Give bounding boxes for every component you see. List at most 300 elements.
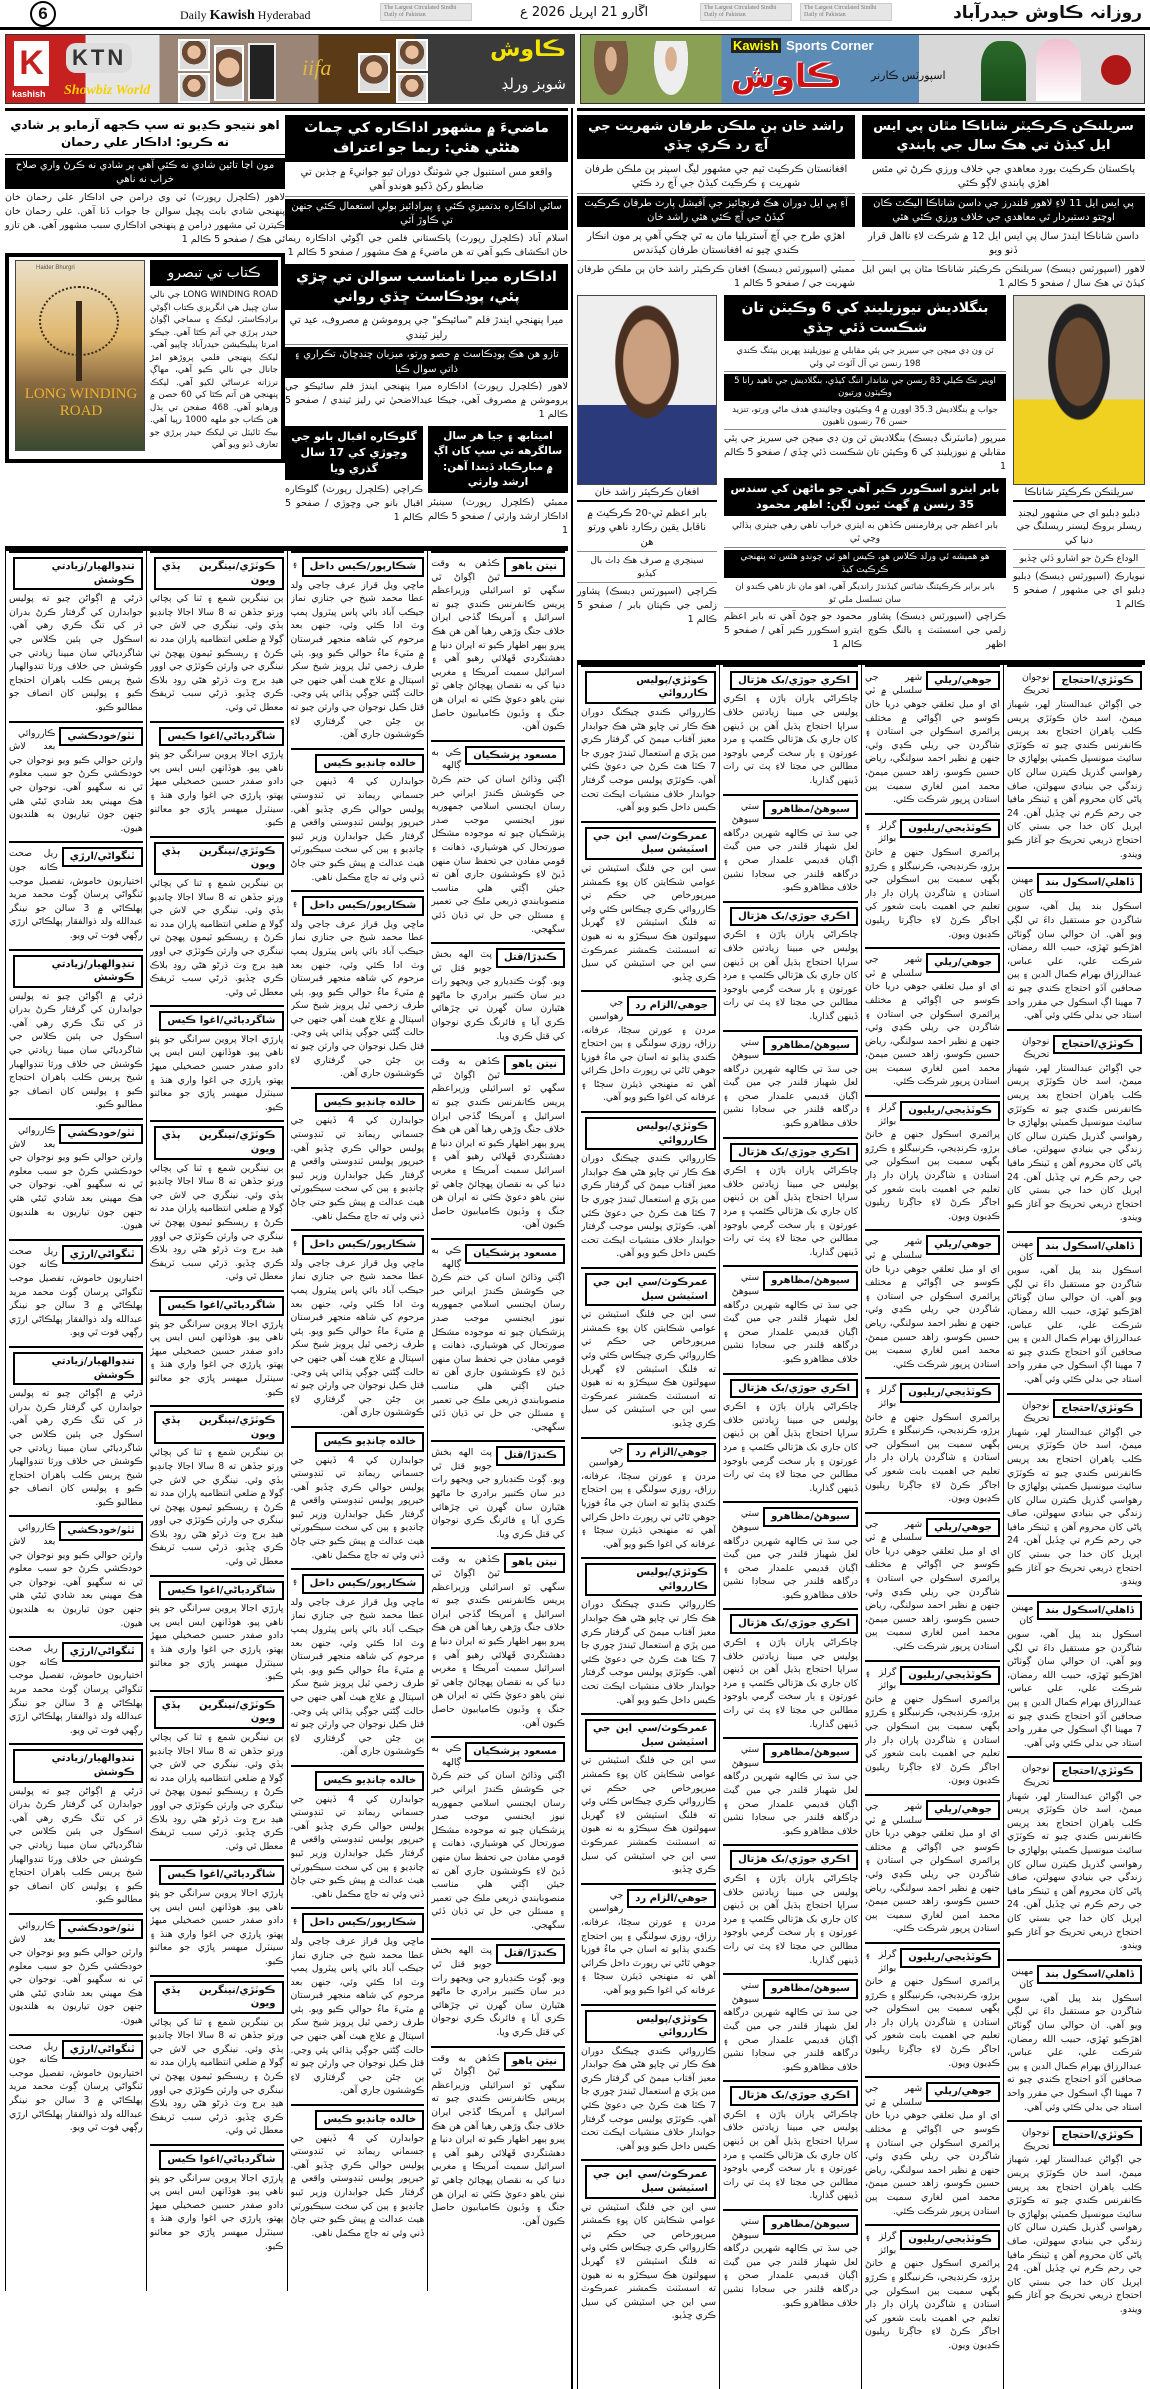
dateline-heading: شڪارپور/ڪيس داخل — [302, 1574, 425, 1594]
news-item — [9, 1913, 143, 2028]
photo-caption: افغان ڪرڪيٽر راشد خان — [577, 485, 717, 502]
news-item — [865, 1660, 1000, 1788]
news-body: ريل صحت ڪانه جون اختياريون خاموش، تفصيل موجب ٽنگواڻي پرسان ڳوٺ محمد مريد ٻهلڪاڻي ۾ 3 سالن جو نينگر عبدالله ولد ذوالفقار ٻهلڪاڻي ارڙي رڳهي فوت ٿي ويو. — [9, 1245, 143, 1339]
news-item — [291, 1765, 425, 1901]
story-body: نيويارڪ (اسپورٽس ڊيسڪ) ڊبليو ڊبليو اي جي مشهور / صفحو 5 ڪالم 1 — [1013, 571, 1145, 611]
subheadline: تازو هن هڪ پوڊڪاسٽ ۾ حصو ورتو، ميزبان ڇنڊڇاڻ، تڪراري ۽ ذاتي سوال ڪيا — [285, 347, 568, 378]
news-body: ٻن نينگرين شمع ۽ ثنا کي ٻچائي ورتو جڏهن ته 8 سالا اجالا چانڊيو ٻڏي وئي. نينگري جي لاش جي ڳولا ۾ ضلعي انتظاميه پاران مدد نه ڪرڻ ۽ ريسڪيو ٽيمون پهچڻ تي نينگري جي وارثن ڪوٽڙي جي اوور هيڊ برج وٽ ڌرڻو هڻي روڊ بلاڪ ڪري ڇڏيو. ڌرڻي سبب ٽريفڪ معطل ٿي وئي. — [149, 593, 284, 713]
showbiz-banner — [5, 34, 575, 104]
news-item — [150, 1120, 284, 1284]
daily-label: Daily — [180, 8, 207, 22]
news-body: ستي سيوهڻ جي سڌ تي ڪالهه شهرين درگاهه لعل شهباز قلندر جي مين گيٽ اڳيان قديمي علمدار صحن ۽ درگاهه قلندر جي سجاڊا نشين خلاف مظاهرو ڪيو. — [723, 2216, 858, 2309]
news-item — [9, 2034, 143, 2135]
news-item — [581, 1437, 716, 1552]
news-item — [9, 1118, 143, 1233]
subheadline: ٽن ون ڊي ميچن جي سيريز جي ٻئي مقابلي ۾ نيوزيلينڊ پهرين بيٽنگ ڪندي 198 رنسن تي آل آئوٽ ٿي وئي — [724, 344, 1006, 372]
news-body: گرلز ۽ بوائز پرائمري اسڪول جنهن ۾ خانڻ ٻرڙو، ڪرنڊيجي، ڪرنبيگلو ۽ ڪرڙو ٻگهي سميت ٻين اسڪولن جي استادن ۽ شاگردن پاران ڊار ڊار تعليم جي اهميت بابت شعور کي اجاگر ڪرڻ لاءِ جاڳرتا ريليون ڪڍيون ويون. — [865, 1384, 1000, 1505]
news-column — [427, 551, 568, 2291]
dateline-heading: جوهي/ريلي — [926, 953, 1000, 973]
news-item — [431, 740, 565, 936]
news-body: ڌرڻي ۾ اڳواڻن چيو ته پوليس جوابدارن کي گرفتار ڪرڻ بدران ڌر کي تنگ ڪري رهي آهي. اسڪول جي ٻئين ڪلاس جي شاگردياڻي سان مبينا زيادتي جي ڪوشش جي خلاف ورثا تنڊوالهيار شيخ پريس ڪلب ٻاهران احتجاج ڪيو ۽ پوليس کان انصاف جو مطالبو ڪيو. — [9, 1388, 143, 1508]
news-columns-right — [577, 660, 1145, 2389]
news-body: ڌرڻي ۾ اڳواڻن چيو ته پوليس جوابدارن کي گرفتار ڪرڻ بدران ڌر کي تنگ ڪري رهي آهي. اسڪول جي ٻئين ڪلاس جي شاگردياڻي سان مبينا زيادتي جي ڪوشش جي خلاف ورثا تنڊوالهيار شيخ پريس ڪلب ٻاهران احتجاج ڪيو ۽ پوليس کان انصاف جو مطالبو ڪيو. — [9, 1785, 143, 1906]
dateline-heading: ڪوٽڙي/نينگرين ٻڏي ويون — [154, 1126, 284, 1159]
dateline-heading: اڪري جوڙي/بک هڙتال — [730, 907, 858, 927]
issue-date: اڱارو 21 اپريل 2026 ع — [520, 5, 649, 20]
city-label: Hyderabad — [257, 8, 311, 22]
dateline-heading: نيتن ياهو — [504, 1055, 565, 1075]
dateline-heading: ڪوٽڙي/پوليس ڪارروائي — [585, 2010, 716, 2043]
showbiz-left-column — [5, 115, 285, 542]
news-item — [291, 1229, 425, 1420]
dateline-heading: ٽنگواڻي/ارڙي — [62, 2040, 143, 2060]
news-item — [581, 821, 716, 985]
news-body: سي اين جي فلنگ اسٽيشن تي عوامي شڪايتن کان پوءِ ڪمشنر ميرپورخاص جي حڪم تي ڪارروائي ڪري چيڪاس ڪئي وئي ته فلنگ اسٽيشن لاءِ گهربل سهولتون هڪ سيڪڙو به نه هيون ته اسسٽنٽ ڪمشنر عمرڪوٽ سي اين جي اسٽيشن کي سيل ڪري ڇڏيو. — [581, 2201, 716, 2322]
showbiz-section — [5, 108, 573, 2389]
news-item — [150, 1405, 284, 1569]
news-item — [150, 1005, 284, 1114]
news-item — [1007, 1393, 1142, 1589]
kawish-showbiz-logo: ڪاوش — [490, 37, 566, 62]
news-item — [431, 2046, 565, 2229]
dateline-heading: ڪوٽڙي/نينگرين ٻڏي ويون — [154, 557, 284, 590]
celebrity-photo — [396, 73, 428, 103]
news-item — [723, 1844, 858, 1967]
dateline-heading: اڪري جوڙي/بک هڙتال — [730, 2086, 858, 2106]
dateline-heading: ڪوٽڏيجي/ريليون — [900, 2230, 1000, 2250]
news-item — [865, 1229, 1000, 1371]
book-review-title: ڪتاب تي تبصرو — [150, 260, 278, 286]
news-body: چاڪراڻي پاران ٻاڙن ۽ اڪري پوليس جي مبينا زيادتين خلاف سراپا احتجاج ٻڌيل آهن ٻن ڏينهن کان جاري بک هڙتالي ڪئمپ ۽ مرد عورتون ۽ ٻار سخت گرمي باوجود مطالبن جي مڃتا لاءِ پٽ تي رات ڏينهن گذاريا. — [723, 1401, 858, 1494]
news-item — [150, 836, 284, 1000]
news-body: ستي سيوهڻ جي سڌ تي ڪالهه شهرين درگاهه لعل شهباز قلندر جي مين گيٽ اڳيان قديمي علمدار صحن ۽ درگاهه قلندر جي سجاڊا نشين خلاف مظاهرو ڪيو. — [723, 1744, 858, 1837]
kashish-logo: kashish — [12, 89, 46, 99]
news-body: ستي سيوهڻ جي سڌ تي ڪالهه شهرين درگاهه لعل شهباز قلندر جي مين گيٽ اڳيان قديمي علمدار صحن ۽ درگاهه قلندر جي سجاڊا نشين خلاف مظاهرو ڪيو. — [723, 1036, 858, 1130]
dateline-heading: ڪوٽڏيجي/ريليون — [900, 1101, 1000, 1121]
news-item — [150, 721, 284, 830]
story-body: ممبئي (اسپورٽس ڊيسڪ) افغان ڪرڪيٽر راشد خان ٻن ملڪن طرفان شهريت جي / صفحو 5 ڪالم 1 — [577, 263, 855, 289]
news-item — [581, 2159, 716, 2323]
dateline-heading: خالده چانڊيو ڪيس — [315, 1771, 424, 1791]
watermark: The Largest Circulated Sindhi Daily of Pakistan — [700, 3, 792, 21]
athlete-photo — [591, 41, 631, 101]
dateline-heading: عمرڪوٽ/سي اين جي اسٽيشن سيل — [585, 1273, 716, 1306]
film-clapper-icon — [248, 43, 276, 101]
subheadline: اهڙي طرح جي آڇ آسٽريليا مان به ٿي چڪي آهي پر مون انڪار ڪندي چيو ته افغانستان طرفان کيڏندس — [577, 229, 855, 261]
dateline-heading: ٺٽو/خودڪشي — [59, 727, 142, 747]
dateline-heading: ڪوٽڙي/احتجاج — [1053, 1399, 1142, 1419]
news-item — [9, 1636, 143, 1737]
story-body-columns — [724, 610, 1006, 656]
news-body: ستي سيوهڻ جي سڌ تي ڪالهه شهرين درگاهه لعل شهباز قلندر جي مين گيٽ اڳيان قديمي علمدار صحن ۽ درگاهه قلندر جي سجاڊا نشين خلاف مظاهرو ڪيو. — [723, 800, 858, 894]
news-body: جوابدارن کي 4 ڏينهن جي جسماني ريمانڊ تي ٽنڊوستي پوليس حوالي ڪري ڇڏيو آهي. خيرپور پوليس ٽنڊوستي واقعي ۾ گرفتار ڪيل جوابدارن وزير ٿيبو چانڊيو ۽ ٻين کي سخت سيڪيورٽي هيٺ عدالت ۾ پيش ڪيو جتي ڄاڻ ڏني وئي ته جاچ مڪمل ناهي. — [290, 776, 425, 883]
news-body: ڀارڙي اجالا پروين سرانگي جو پتو ناهي پيو. هوڏانهن ايس ايس پي دادو صفدر حسين خصخيلي ميهڙ پهتو، ڀارڙي جي اغوا واري هنڌ ۽ سينٽرل ميهسر ڀاڙي جو معائنو ڪيو. — [149, 1033, 284, 1113]
subheadline: افغانستان ڪرڪيٽ ٽيم جي مشهور ليگ اسپنر ٻن ملڪن طرفان شهريت ۽ ڪرڪيٽ کيڏڻ جي آڇ رد ڪئي — [577, 162, 855, 194]
dateline-heading: اڪري جوڙي/بک هڙتال — [730, 1614, 858, 1634]
news-column — [719, 665, 861, 2389]
sports-top-stories — [577, 108, 1145, 656]
sports-lead-row — [577, 115, 1145, 295]
dateline-heading: جوهي/ريلي — [926, 671, 1000, 691]
dateline-heading: ڪوٽڙي/احتجاج — [1053, 2126, 1142, 2146]
news-body: نوجوان تحريڪ جي اڳواڻن عبدالستار لهر، شهباز ميمڻ، اسد خان ڪوٽڙي پريس ڪلب ٻاهران احتجاج بعد پريس ڪانفرنس ڪندي چيو ته ڪوٽڙي سائيٽ ميونسپل ڪميٽي ٻولهاڙي جا رهواسي گذريل ڪيترن سالن کان زندگي جي بنيادي سهولتن، صاف پاڻي کان محروم آهن ۽ ٽينڪر مافيا جي رحم ڪرم تي ڇڏيل آهن. 24 اپريل کان خدا جي بستي کان احتجاج ذريعي تحريڪ جو آغاز ڪيو ويندو. — [1007, 1399, 1142, 1588]
headline: بابر ايترو اسڪورر ڪير آهي جو ماڻهن کي سندس 35 رنسن ۾ گهٽ ٿيون لڳن: اظهر محمود — [724, 478, 1006, 516]
page-body — [0, 108, 1150, 2389]
news-body: پٽ الهه بخش جويو قتل ٿي ويو. ڳوٺ ڪنڊيارو جي ويجهو رات دير سان ڪتبير برادري جا ماڻهو هٿيارن سان گهرن تي چڙهائي ڪري آيا ۽ فائرنگ ڪري نوجوان کي قتل ڪري ويا. — [431, 1945, 565, 2039]
shanaka-story — [862, 115, 1145, 295]
rashid-story — [577, 115, 855, 295]
news-item — [291, 1568, 425, 1759]
dateline-heading: سيوهڻ/مظاهرو — [763, 1036, 858, 1056]
news-body: سي اين جي فلنگ اسٽيشن تي عوامي شڪايتن کان پوءِ ڪمشنر ميرپورخاص جي حڪم تي ڪارروائي ڪري چيڪاس ڪئي وئي ته فلنگ اسٽيشن لاءِ گهربل سهولتون هڪ سيڪڙو به نه هيون ته اسسٽنٽ ڪمشنر عمرڪوٽ سي اين جي اسٽيشن کي سيل ڪري ڇڏيو. — [581, 1755, 716, 1876]
news-column — [861, 665, 1003, 2389]
news-column — [287, 551, 428, 2291]
news-body: شهر جي سلسلي ۾ ٽي اي او ميل تعلقي جوهي دريا خان ڪوسو جي اڳواڻي ۾ مختلف پرائمري اسڪولن جي استادن ۽ شاگردن جي ريلي ڪڍي وئي، جنهن ۾ نظير احمد سولنگي، رياض حسين ڪوسو، زاهد حسين ميمڻ، محمد امين لغاري سميت ٻين استادن ڀرپور شرڪت ڪئي. — [865, 954, 1000, 1088]
story-body: ڪراچي (ڪلچرل رپورٽ) گلوڪاره اقبال بانو جي وڇوڙي / صفحو 5 ڪالم 1 — [285, 484, 423, 523]
news-item — [291, 1907, 425, 2098]
news-body: ڪارروائي بعد لاش وارثن حوالي ڪيو ويو نوجوان جي خودڪشي ڪرڻ جو سبب معلوم ٿي نه سگهيو آهي. نوجوان جي هڪ مهيني بعد شادي ٿيڻي هئي جنهن جون تياريون به هلنديون هيون. — [9, 727, 143, 834]
news-body: جوابدارن کي 4 ڏينهن جي جسماني ريمانڊ تي ٽنڊوستي پوليس حوالي ڪري ڇڏيو آهي. خيرپور پوليس ٽنڊوستي واقعي ۾ گرفتار ڪيل جوابدارن وزير ٿيبو چانڊيو ۽ ٻين کي سخت سيڪيورٽي هيٺ عدالت ۾ پيش ڪيو جتي ڄاڻ ڏني وئي ته جاچ مڪمل ناهي. — [290, 2132, 425, 2239]
showbiz-world-urdu: شوبز ورلڊ — [501, 75, 566, 93]
dateline-heading: ڪوٽڙي/نينگرين ٻڏي ويون — [154, 1411, 284, 1444]
news-body: ۽ ماڇي ويل قراز عرف ڄاڃي ولد عطا محمد شيخ جي جنازي نماز جيڪب آباد بائي پاس پيٽرول پمپ وٽ ادا ڪئي وئي، جنهن بعد مرحوم کي شاهه منجهر قبرستان ۾ مٽيءَ ماءُ حوالي ڪيو ويو. ٻئي طرف زخمي ٿيل پرويز شيخ سکر اسپتال ۾ علاج هيٺ آهي جنهن جي حالت ڳڻتي جوڳي ٻڌائي پئي وڃي. قتل ڪيل نوجوان جي وارثن چيو ته ٻن ڄڻن جي گرفتاري لاءِ ڪوششون جاري آهن. — [290, 1236, 425, 1419]
subheadline: اوپنر نڪ ڪيلي 83 رنسن جي شاندار اننگ کيڏي، بنگلاديش جي ناهيد رانا 5 وڪيٽون ورتيون — [724, 374, 1006, 401]
dateline-heading: ٺٽو/خودڪشي — [59, 1124, 142, 1144]
dateline-heading: سيوهڻ/مظاهرو — [763, 2215, 858, 2235]
news-body: ستي سيوهڻ جي سڌ تي ڪالهه شهرين درگاهه لعل شهباز قلندر جي مين گيٽ اڳيان قديمي علمدار صحن ۽ درگاهه قلندر جي سجاڊا نشين خلاف مظاهرو ڪيو. — [723, 1508, 858, 1601]
watermark: The Largest Circulated Sindhi Daily of Pakistan — [800, 3, 892, 21]
news-item — [291, 2104, 425, 2240]
news-item — [291, 890, 425, 1081]
news-body: چاڪراڻي پاران ٻاڙن ۽ اڪري پوليس جي مبينا زيادتين خلاف سراپا احتجاج ٻڌيل آهن ٻن ڏينهن کان جاري بک هڙتالي ڪئمپ ۽ مرد عورتون ۽ ٻار سخت گرمي باوجود مطالبن جي مڃتا لاءِ پٽ تي رات ڏينهن گذاريا. — [723, 2108, 858, 2202]
story-body: ڪراچي (اسپورٽس ڊيسڪ) پشاور زلمي جي ڪپتان بابر / صفحو 5 ڪالم 1 — [577, 586, 717, 626]
news-body: ڪي به ڳالهه اڳتي وڌائڻ اسان کي ختم ڪرڻ جي ڪوشش ڪندڙ ايراني خبر رسان ايجنسي اسلامي جمهوريه نيوز ايجنسي موجب صدر پزشڪيان چيو ته موجوده مشڪل صورتحال کي هوشياري، ذهانت ۽ قومي مفادن جي تحفظ سان منهن ڏيڻ لاءِ ڪوششون جاري آهن ته جيئن اڳتي هلي مناسب منصوبابندي ذريعي ملڪ جي تعمير ۽ مسئلن جي حل تي ڌيان ڏئي سگهجي. — [431, 746, 565, 935]
headline: اميتابھ ۽ جيا هر سال سالگرهه تي سڀ کان اڳ ۾ مبارڪباد ڏيندا آهن: ارشد وارثي — [428, 426, 568, 493]
rashid-khan-photo — [577, 295, 717, 485]
dateline-heading: تنڊوالهيار/زيادتي ڪوشش — [13, 557, 143, 590]
news-body: ريل صحت ڪانه جون اختياريون خاموش، تفصيل موجب ٽنگواڻي پرسان ڳوٺ محمد مريد ٻهلڪاڻي ۾ 3 سالن جو نينگر عبدالله ولد ذوالفقار ٻهلڪاڻي ارڙي رڳهي فوت ٿي ويو. — [9, 2040, 143, 2134]
k-logo: K — [14, 41, 49, 86]
news-body: گرلز ۽ بوائز پرائمري اسڪول جنهن ۾ خانڻ ٻرڙو، ڪرنڊيجي، ڪرنبيگلو ۽ ڪرڙو ٻگهي سميت ٻين اسڪولن جي استادن ۽ شاگردن پاران ڊار ڊار تعليم جي اهميت بابت شعور کي اجاگر ڪرڻ لاءِ جاڳرتا ريليون ڪڍيون ويون. — [865, 1666, 1000, 1787]
dateline-heading: مسعود پزشڪيان — [465, 1244, 565, 1264]
dateline-heading: جوهي/ريلي — [926, 1235, 1000, 1255]
dateline-heading: ڪوٽڙي/پوليس ڪارروائي — [585, 1117, 716, 1150]
news-body: ريل صحت ڪانه جون اختياريون خاموش، تفصيل موجب ٽنگواڻي پرسان ڳوٺ محمد مريد ٻهلڪاڻي ۾ 3 سالن جو نينگر عبدالله ولد ذوالفقار ٻهلڪاڻي ارڙي رڳهي فوت ٿي ويو. — [9, 848, 143, 941]
news-item — [1007, 1959, 1142, 2115]
dateline-heading: عمرڪوٽ/سي اين جي اسٽيشن سيل — [585, 1719, 716, 1752]
dateline-heading: ڪوٽڙي/نينگرين ٻڏي ويون — [154, 1696, 284, 1729]
dateline-heading: ڪوٽڙي/احتجاج — [1053, 1762, 1142, 1782]
news-body: ٻن نينگرين شمع ۽ ثنا کي ٻچائي ورتو جڏهن ته 8 سالا اجالا چانڊيو ٻڏي وئي. نينگري جي لاش جي ڳولا ۾ ضلعي انتظاميه پاران مدد نه ڪرڻ ۽ ريسڪيو ٽيمون پهچڻ تي نينگري جي وارثن ڪوٽڙي جي اوور هيڊ برج وٽ ڌرڻو هڻي روڊ بلاڪ ڪري ڇڏيو. ڌرڻي سبب ٽريفڪ معطل ٿي وئي. — [149, 877, 284, 998]
news-item — [865, 2076, 1000, 2218]
dateline-heading: مسعود پزشڪيان — [465, 746, 565, 766]
news-body: ڪارروائي ڪندي چيڪنگ دوران هڪ ڪار تي ڇاپو هڻي هڪ جوابدار معيز آفتاب ميمڻ کي گرفتار ڪري مين پڙي ۾ استعمال ٿيندڙ چوري جا 7 ڪٽا هٿ ڪرڻ جي دعويٰ ڪئي آهي. ڪوٽڙي پوليس موجب گرفتار جوابدار خلاف منشيات ايڪٽ تحت ڪيس داخل ڪيو ويو آهي. — [581, 1599, 716, 1706]
dateline-heading: شڪارپور/ڪيس داخل — [302, 1913, 425, 1933]
news-body: شهر جي سلسلي ۾ ٽي اي او ميل تعلقي جوهي دريا خان ڪوسو جي اڳواڻي ۾ مختلف پرائمري اسڪولن جي استادن ۽ شاگردن جي ريلي ڪڍي وئي، جنهن ۾ نظير احمد سولنگي، رياض حسين ڪوسو، زاهد حسين ميمڻ، محمد امين لغاري سميت ٻين استادن ڀرپور شرڪت ڪئي. — [865, 2083, 1000, 2217]
news-body: جي رهواسين مردن ۽ عورتن سڄڻا، عرفانه، رزاق، روزي سولنگي ۽ ٻين احتجاج ڪندي ٻڌايو ته اسان جي ماءُ فوزيا جوهي ٿاڻي تي رپورٽ داخل ڪرائي آهي ته منهنجي ڌيئرن سڄڻا ۽ عرفانه کي اغوا ڪيو ويو آهي. — [581, 1443, 716, 1550]
rashid-photo-block — [577, 295, 717, 656]
dateline-heading: خالده چانڊيو ڪيس — [315, 1093, 424, 1113]
banners — [0, 30, 1150, 108]
dateline-heading: شڪارپور/ڪيس داخل — [302, 557, 425, 577]
news-body: چاڪراڻي پاران ٻاڙن ۽ اڪري پوليس جي مبينا زيادتين خلاف سراپا احتجاج ٻڌيل آهن ٻن ڏينهن کان جاري بک هڙتالي ڪئمپ ۽ مرد عورتون ۽ ٻار سخت گرمي باوجود مطالبن جي مڃتا لاءِ پٽ تي رات ڏينهن گذاريا. — [723, 929, 858, 1022]
news-item — [431, 1736, 565, 1932]
news-body: نوجوان تحريڪ جي اڳواڻن عبدالستار لهر، شهباز ميمڻ، اسد خان ڪوٽڙي پريس ڪلب ٻاهران احتجاج بعد پريس ڪانفرنس ڪندي چيو ته ڪوٽڙي سائيٽ ميونسپل ڪميٽي ٻولهاڙي جا رهواسي گذريل ڪيترن سالن کان زندگي جي بنيادي سهولتن، صاف پاڻي کان محروم آهن ۽ ٽينڪر مافيا جي رحم ڪرم تي ڇڏيل آهن. 24 اپريل کان خدا جي بستي کان احتجاج ذريعي تحريڪ جو آغاز ڪيو ويندو. — [1007, 1763, 1142, 1952]
news-body: ريل صحت ڪانه جون اختياريون خاموش، تفصيل موجب ٽنگواڻي پرسان ڳوٺ محمد مريد ٻهلڪاڻي ۾ 3 سالن جو نينگر عبدالله ولد ذوالفقار ٻهلڪاڻي ارڙي رڳهي فوت ٿي ويو. — [9, 1643, 143, 1736]
middle-stories — [724, 295, 1006, 656]
news-body: ڪڏهن به وقت ٿيڻ اڳواڻ ٿي سگهي ٿو اسرائيلي وزيراعظم پريس ڪانفرنس ڪندي چيو ته اسرائيل ۽ آمريڪا گڏجي ايران خلاف جنگ وڙهي رهيا آهن هن هڪ ڀيرو ٻيهر اظهار ڪيو ته ايران دنيا ۾ دهشتگردي ڦهلائي رهيو آهي ۽ اسرائيل سميت آمريڪا ۽ مغربي دنيا کي به نقصان پهچائڻ چاهي ٿو نيتن ياهو دعويٰ ڪئي ته ايران هن جنگ ۽ وڏيون ڪاميابيون حاصل ڪيون آهن. — [431, 2052, 565, 2227]
news-body: مهينن کان اسڪول بند پيل آهي، سوين شاگردن جو مستقبل داءَ تي لڳي ويو آهي. ان حوالي سان ڳوٺاڻن اهڙڪيو ٿهڙي، حبيب الله رمضان، شرڪت علي، علي عباس، عبدالرزاق بهرام ڪمال الدين ۽ ٻين صحافين آڏو احتجاج ڪندي چيو ته 7 مهينا اڳ اسڪول جي مقرر واحد استاد جي بدلي ڪئي وئي آهي. — [1007, 1238, 1142, 1385]
story-body: لاهور (ڪلچرل رپورٽ) اداڪاره ميرا پنهنجي ايندڙ فلم سائيڪو جي پروموشن ۾ مصروف آهي، جيڪا عيدالاضحيٰ تي رليز ٿيندي / صفحو 5 ڪالم 1 — [285, 381, 568, 421]
news-item — [723, 1373, 858, 1496]
dateline-heading: سيوهڻ/مظاهرو — [763, 800, 858, 820]
headline: بابر اعظم ٽي-20 ڪرڪيٽ ۾ ناقابل يقين رڪارڊ ناهي ورتو هن — [577, 506, 717, 553]
dateline-heading: نيتن ياهو — [504, 557, 565, 577]
subheadline: واقعو مس استنبول جي شوٽنگ دوران ٿيو جوانيءَ ۾ جذبن تي ضابطو رکڻ ڏکيو هوندو آهي — [285, 165, 568, 197]
news-item — [723, 665, 858, 788]
news-column — [146, 551, 287, 2291]
news-body: ۽ ماڇي ويل قراز عرف ڄاڃي ولد عطا محمد شيخ جي جنازي نماز جيڪب آباد بائي پاس پيٽرول پمپ وٽ ادا ڪئي وئي، جنهن بعد مرحوم کي شاهه منجهر قبرستان ۾ مٽيءَ ماءُ حوالي ڪيو ويو. ٻئي طرف زخمي ٿيل پرويز شيخ سکر اسپتال ۾ علاج هيٺ آهي جنهن جي حالت ڳڻتي جوڳي ٻڌائي پئي وڃي. قتل ڪيل نوجوان جي وارثن چيو ته ٻن ڄڻن جي گرفتاري لاءِ ڪوششون جاري آهن. — [290, 1914, 425, 2097]
kawish-label: Kawish — [209, 8, 255, 23]
page-number: 6 — [30, 1, 56, 27]
dateline-heading: شاگردياڻي/اغوا ڪيس — [159, 1865, 283, 1885]
news-body: ڀارڙي اجالا پروين سرانگي جو پتو ناهي پيو. هوڏانهن ايس ايس پي دادو صفدر حسين خصخيلي ميهڙ پهتو، ڀارڙي جي اغوا واري هنڌ ۽ سينٽرل ميهسر ڀاڙي جو معائنو ڪيو. — [149, 1603, 284, 1683]
news-body: گرلز ۽ بوائز پرائمري اسڪول جنهن ۾ خانڻ ٻرڙو، ڪرنڊيجي، ڪرنبيگلو ۽ ڪرڙو ٻگهي سميت ٻين اسڪولن جي استادن ۽ شاگردن پاران ڊار ڊار تعليم جي اهميت بابت شعور کي اجاگر ڪرڻ لاءِ جاڳرتا ريليون ڪڍيون ويون. — [865, 1948, 1000, 2069]
news-columns-left — [5, 546, 568, 2291]
news-item — [9, 1346, 143, 1510]
story-body: ميرپور (مانيٽرنگ ڊيسڪ) بنگلاديش ٽن ون ڊي ميچن جي سيريز جي ٻئي مقابلي ۾ نيوزيلينڊ کي 6 وڪيٽن تان شڪست ڏئي ڇڏي / صفحو 5 ڪالم 1 — [724, 433, 1006, 473]
news-body: ڪارروائي ڪندي چيڪنگ دوران هڪ ڪار تي ڇاپو هڻي هڪ جوابدار معيز آفتاب ميمڻ کي گرفتار ڪري مين پڙي ۾ استعمال ٿيندڙ چوري جا 7 ڪٽا هٿ ڪرڻ جي دعويٰ ڪئي آهي. ڪوٽڙي پوليس موجب گرفتار جوابدار خلاف منشيات ايڪٽ تحت ڪيس داخل ڪيو ويو آهي. — [581, 1153, 716, 1260]
news-item — [431, 1238, 565, 1434]
cricketer-photo — [981, 41, 1026, 101]
cricket-ball-icon — [1101, 55, 1131, 85]
dateline-heading: اڪري جوڙي/بک هڙتال — [730, 1850, 858, 1870]
watermark: The Largest Circulated Sindhi Daily of Pakistan — [380, 3, 472, 21]
dateline-heading: نيتن ياهو — [504, 1553, 565, 1573]
news-item — [581, 1713, 716, 1877]
shanaka-photo — [1013, 295, 1145, 485]
news-item — [9, 721, 143, 836]
dateline-heading: ٺٽو/خودڪشي — [59, 1919, 142, 1939]
book-review-box — [5, 253, 285, 463]
news-body: ۽ ماڇي ويل قراز عرف ڄاڃي ولد عطا محمد شيخ جي جنازي نماز جيڪب آباد بائي پاس پيٽرول پمپ وٽ ادا ڪئي وئي، جنهن بعد مرحوم کي شاهه منجهر قبرستان ۾ مٽيءَ ماءُ حوالي ڪيو ويو. ٻئي طرف زخمي ٿيل پرويز شيخ سکر اسپتال ۾ علاج هيٺ آهي جنهن جي حالت ڳڻتي جوڳي ٻڌائي پئي وڃي. قتل ڪيل نوجوان جي وارثن چيو ته ٻن ڄڻن جي گرفتاري لاءِ ڪوششون جاري آهن. — [290, 897, 425, 1080]
news-body: جوابدارن کي 4 ڏينهن جي جسماني ريمانڊ تي ٽنڊوستي پوليس حوالي ڪري ڇڏيو آهي. خيرپور پوليس ٽنڊوستي واقعي ۾ گرفتار ڪيل جوابدارن وزير ٿيبو چانڊيو ۽ ٻين کي سخت سيڪيورٽي هيٺ عدالت ۾ پيش ڪيو جتي ڄاڻ ڏني وئي ته جاچ مڪمل ناهي. — [290, 1454, 425, 1561]
news-item — [723, 1608, 858, 1731]
news-item — [581, 1111, 716, 1261]
news-item — [9, 841, 143, 942]
dateline-heading: نيتن ياهو — [504, 2052, 565, 2072]
kawish-sports-logo: ڪاوش — [731, 57, 842, 95]
dateline-heading: ڏاھلي/اسڪول بند — [1037, 873, 1142, 893]
news-item — [1007, 1231, 1142, 1387]
dateline-heading: اڪري جوڙي/بک هڙتال — [730, 1379, 858, 1399]
news-body: ڪارروائي بعد لاش وارثن حوالي ڪيو ويو نوجوان جي خودڪشي ڪرڻ جو سبب معلوم ٿي نه سگهيو آهي. نوجوان جي هڪ مهيني بعد شادي ٿيڻي هئي جنهن جون تياريون به هلنديون هيون. — [9, 1919, 143, 2027]
news-body: گرلز ۽ بوائز پرائمري اسڪول جنهن ۾ خانڻ ٻرڙو، ڪرنڊيجي، ڪرنبيگلو ۽ ڪرڙو ٻگهي سميت ٻين اسڪولن جي استادن ۽ شاگردن پاران ڊار ڊار تعليم جي اهميت بابت شعور کي اجاگر ڪرڻ لاءِ جاڳرتا ريليون ڪڍيون ويون. — [865, 1102, 1000, 1222]
dateline-heading: شاگردياڻي/اغوا ڪيس — [159, 2150, 283, 2170]
book-author: Haider Bhurgri — [36, 264, 75, 271]
news-body: ٻن نينگرين شمع ۽ ثنا کي ٻچائي ورتو جڏهن ته 8 سالا اجالا چانڊيو ٻڏي وئي. نينگري جي لاش جي ڳولا ۾ ضلعي انتظاميه پاران مدد نه ڪرڻ ۽ ريسڪيو ٽيمون پهچڻ تي نينگري جي وارثن ڪوٽڙي جي اوور هيڊ برج وٽ ڌرڻو هڻي روڊ بلاڪ ڪري ڇڏيو. ڌرڻي سبب ٽريفڪ معطل ٿي وئي. — [149, 2016, 284, 2137]
dateline-heading: شاگردياڻي/اغوا ڪيس — [159, 1011, 283, 1031]
subheadline: داسن شاناڪا ايندڙ سال پي ايس ايل 12 ۾ شرڪت لاءِ نااهل قرار ڏنو ويو — [862, 229, 1145, 261]
news-item — [431, 1938, 565, 2039]
dateline-heading: شاگردياڻي/اغوا ڪيس — [159, 727, 283, 747]
kawish-sports-corner-label — [731, 38, 876, 53]
news-item — [150, 1859, 284, 1968]
news-body: جوابدارن کي 4 ڏينهن جي جسماني ريمانڊ تي ٽنڊوستي پوليس حوالي ڪري ڇڏيو آهي. خيرپور پوليس ٽنڊوستي واقعي ۾ گرفتار ڪيل جوابدارن وزير ٿيبو چانڊيو ۽ ٻين کي سخت سيڪيورٽي هيٺ عدالت ۾ پيش ڪيو جتي ڄاڻ ڏني وئي ته جاچ مڪمل ناهي. — [290, 1793, 425, 1900]
sports-corner-urdu: اسپورٽس ڪارنر — [871, 69, 946, 82]
news-body: ڪڏهن به وقت ٿيڻ اڳواڻ ٿي سگهي ٿو اسرائيلي وزيراعظم پريس ڪانفرنس ڪندي چيو ته اسرائيل ۽ آمريڪا گڏجي ايران خلاف جنگ وڙهي رهيا آهن هن هڪ ڀيرو ٻيهر اظهار ڪيو ته ايران دنيا ۾ دهشتگردي ڦهلائي رهيو آهي ۽ اسرائيل سميت آمريڪا ۽ مغربي دنيا کي به نقصان پهچائڻ چاهي ٿو نيتن ياهو دعويٰ ڪئي ته ايران هن جنگ ۽ وڏيون ڪاميابيون حاصل ڪيون آهن. — [431, 1554, 565, 1729]
news-item — [291, 1426, 425, 1562]
news-body: ڪي به ڳالهه اڳتي وڌائڻ اسان کي ختم ڪرڻ جي ڪوشش ڪندڙ ايراني خبر رسان ايجنسي اسلامي جمهوريه نيوز ايجنسي موجب صدر پزشڪيان چيو ته موجوده مشڪل صورتحال کي هوشياري، ذهانت ۽ قومي مفادن جي تحفظ سان منهن ڏيڻ لاءِ ڪوششون جاري آهن ته جيئن اڳتي هلي مناسب منصوبابندي ذريعي ملڪ جي تعمير ۽ مسئلن جي حل تي ڌيان ڏئي سگهجي. — [431, 1743, 565, 1931]
news-body: چاڪراڻي پاران ٻاڙن ۽ اڪري پوليس جي مبينا زيادتين خلاف سراپا احتجاج ٻڌيل آهن ٻن ڏينهن کان جاري بک هڙتالي ڪئمپ ۽ مرد عورتون ۽ ٻار سخت گرمي باوجود مطالبن جي مڃتا لاءِ پٽ تي رات ڏينهن گذاريا. — [723, 1637, 858, 1730]
news-item — [1007, 1756, 1142, 1952]
dateline-heading: سيوهڻ/مظاهرو — [763, 1743, 858, 1763]
news-body: ٻن نينگرين شمع ۽ ثنا کي ٻچائي ورتو جڏهن ته 8 سالا اجالا چانڊيو ٻڏي وئي. نينگري جي لاش جي ڳولا ۾ ضلعي انتظاميه پاران مدد نه ڪرڻ ۽ ريسڪيو ٽيمون پهچڻ تي نينگري جي وارثن ڪوٽڙي جي اوور هيڊ برج وٽ ڌرڻو هڻي روڊ بلاڪ ڪري ڇڏيو. ڌرڻي سبب ٽريفڪ معطل ٿي وئي. — [149, 1447, 284, 1568]
dateline-heading: شاگردياڻي/اغوا ڪيس — [159, 1296, 283, 1316]
news-body: ٻن نينگرين شمع ۽ ثنا کي ٻچائي ورتو جڏهن ته 8 سالا اجالا چانڊيو ٻڏي وئي. نينگري جي لاش جي ڳولا ۾ ضلعي انتظاميه پاران مدد نه ڪرڻ ۽ ريسڪيو ٽيمون پهچڻ تي نينگري جي وارثن ڪوٽڙي جي اوور هيڊ برج وٽ ڌرڻو هڻي روڊ بلاڪ ڪري ڇڏيو. ڌرڻي سبب ٽريفڪ معطل ٿي وئي. — [149, 1162, 284, 1283]
headline: سريلنڪن ڪرڪيٽر شاناڪا مٿان پي ايس ايل کيڏڻ تي هڪ سال جي پابندي — [862, 115, 1145, 159]
dateline-heading: جوهي/ريلي — [926, 1518, 1000, 1538]
news-body: ڀارڙي اجالا پروين سرانگي جو پتو ناهي پيو. هوڏانهن ايس ايس پي دادو صفدر حسين خصخيلي ميهڙ پهتو، ڀارڙي جي اغوا واري هنڌ ۽ سينٽرل ميهسر ڀاڙي جو معائنو ڪيو. — [149, 2172, 284, 2252]
dateline-heading: ڪنڊڙا/قتل — [496, 1944, 565, 1964]
news-item — [723, 1501, 858, 1602]
book-review-body: LONG WINDING ROAD جي نالي سان ڇپيل هي انگريزي ڪتاب اڳوڻي براڊڪاسٽر، ليکڪ ۽ سماجي اڳواڻ حيدر ٻرڙي جي آتم ڪٿا آهي. جيڪو امرتا پبليڪيشن حيدرآباد ڇاپيو آهي. ليکڪ پنهنجي فلمي پروڙهو امڙ جانال جي نالي ڪيو آهي، مهاڳ نرزانه عرساڻي لکيو آهي. ليکڪ پنهنجي هن آتم ڪٿا کي 60 حصن ۾ ورهايو آهي. 468 صفحن تي ٻڌل هن ڪتاب جو ملهه 1000 رپيا آهي. بيڪ ٽائيٽل تي ليکڪ حيدر ٻرڙي جو تعارف ڏنو ويو آهي — [150, 290, 278, 451]
arshad-warsi-story — [428, 426, 568, 542]
dateline-heading: تنڊوالهيار/زيادتي ڪوشش — [13, 1749, 143, 1782]
sports-second-row — [577, 295, 1145, 656]
news-item — [150, 1975, 284, 2139]
dateline-heading: ڪوٽڏيجي/ريليون — [900, 1383, 1000, 1403]
news-body: شهر جي سلسلي ۾ ٽي اي او ميل تعلقي جوهي دريا خان ڪوسو جي اڳواڻي ۾ مختلف پرائمري اسڪولن جي استادن ۽ شاگردن جي ريلي ڪڍي وئي، جنهن ۾ نظير احمد سولنگي، رياض حسين ڪوسو، زاهد حسين ميمڻ، محمد امين لغاري سميت ٻين استادن ڀرپور شرڪت ڪئي. — [865, 1236, 1000, 1370]
news-item — [1007, 867, 1142, 1023]
news-item — [581, 990, 716, 1105]
dateline-heading: ڪوٽڏيجي/ريليون — [900, 1948, 1000, 1968]
book-review-text — [150, 260, 278, 456]
news-item — [865, 947, 1000, 1089]
news-body: ڪارروائي بعد لاش وارثن حوالي ڪيو ويو نوجوان جي خودڪشي ڪرڻ جو سبب معلوم ٿي نه سگهيو آهي. نوجوان جي هڪ مهيني بعد شادي ٿيڻي هئي جنهن جون تياريون به هلنديون هيون. — [9, 1125, 143, 1232]
dateline-heading: ڪوٽڏيجي/ريليون — [900, 1666, 1000, 1686]
news-body: ٻن نينگرين شمع ۽ ثنا کي ٻچائي ورتو جڏهن ته 8 سالا اجالا چانڊيو ٻڏي وئي. نينگري جي لاش جي ڳولا ۾ ضلعي انتظاميه پاران مدد نه ڪرڻ ۽ ريسڪيو ٽيمون پهچڻ تي نينگري جي وارثن ڪوٽڙي جي اوور هيڊ برج وٽ ڌرڻو هڻي روڊ بلاڪ ڪري ڇڏيو. ڌرڻي سبب ٽريفڪ معطل ٿي وئي. — [149, 1732, 284, 1852]
news-body: شهر جي سلسلي ۾ ٽي اي او ميل تعلقي جوهي دريا خان ڪوسو جي اڳواڻي ۾ مختلف پرائمري اسڪولن جي استادن ۽ شاگردن جي ريلي ڪڍي وئي، جنهن ۾ نظير احمد سولنگي، رياض حسين ڪوسو، زاهد حسين ميمڻ، محمد امين لغاري سميت ٻين استادن ڀرپور شرڪت ڪئي. — [865, 1518, 1000, 1653]
dateline-heading: ٽنگواڻي/ارڙي — [62, 1245, 143, 1265]
news-item — [431, 551, 565, 734]
news-item — [150, 2144, 284, 2253]
dateline-heading: عمرڪوٽ/سي اين جي اسٽيشن سيل — [585, 827, 716, 860]
news-body: ستي سيوهڻ جي سڌ تي ڪالهه شهرين درگاهه لعل شهباز قلندر جي مين گيٽ اڳيان قديمي علمدار صحن ۽ درگاهه قلندر جي سجاڊا نشين خلاف مظاهرو ڪيو. — [723, 1272, 858, 1365]
news-body: جي رهواسين مردن ۽ عورتن سڄڻا، عرفانه، رزاق، روزي سولنگي ۽ ٻين احتجاج ڪندي ٻڌايو ته اسان جي ماءُ فوزيا جوهي ٿاڻي تي رپورٽ داخل ڪرائي آهي ته منهنجي ڌيئرن سڄڻا ۽ عرفانه کي اغوا ڪيو ويو آهي. — [581, 997, 716, 1104]
dateline-heading: جوهي/الزام رد — [627, 996, 716, 1016]
news-item — [723, 1137, 858, 1260]
kawish-label: Kawish — [733, 38, 779, 53]
tree-branches-icon — [39, 286, 119, 356]
headline: بنگلاديش نيوزيلينڊ کي 6 وڪيٽن تان شڪست ڏئي ڇڏي — [724, 295, 1006, 342]
showbiz-right-column — [285, 115, 568, 542]
news-column — [5, 551, 146, 2291]
dateline-heading: ڏاھلي/اسڪول بند — [1037, 1237, 1142, 1257]
celebrity-photo — [396, 39, 428, 71]
dateline-heading: ڪنڊڙا/قتل — [496, 1446, 565, 1466]
dateline-heading: شڪارپور/ڪيس داخل — [302, 1235, 425, 1255]
news-item — [723, 1030, 858, 1131]
news-body: شهر جي سلسلي ۾ ٽي اي او ميل تعلقي جوهي دريا خان ڪوسو جي اڳواڻي ۾ مختلف پرائمري اسڪولن جي استادن ۽ شاگردن جي ريلي ڪڍي وئي، جنهن ۾ نظير احمد سولنگي، رياض حسين ڪوسو، زاهد حسين ميمڻ، محمد امين لغاري سميت ٻين استادن ڀرپور شرڪت ڪئي. — [865, 1800, 1000, 1935]
news-item — [865, 2224, 1000, 2352]
news-item — [865, 1377, 1000, 1505]
news-item — [865, 665, 1000, 807]
subheadline: ساٿي اداڪاره بدتميزي ڪئي ۽ پيراڊائيز ٻولي استعمال ڪئي جنهن تي ڪاوڙ آئي — [285, 199, 568, 230]
news-body: ڀارڙي اجالا پروين سرانگي جو پتو ناهي پيو. هوڏانهن ايس ايس پي دادو صفدر حسين خصخيلي ميهڙ پهتو، ڀارڙي جي اغوا واري هنڌ ۽ سينٽرل ميهسر ڀاڙي جو معائنو ڪيو. — [149, 749, 284, 829]
news-body: نوجوان تحريڪ جي اڳواڻن عبدالستار لهر، شهباز ميمڻ، اسد خان ڪوٽڙي پريس ڪلب ٻاهران احتجاج بعد پريس ڪانفرنس ڪندي چيو ته ڪوٽڙي سائيٽ ميونسپل ڪميٽي ٻولهاڙي جا رهواسي گذريل ڪيترن سالن کان زندگي جي بنيادي سهولتن، صاف پاڻي کان محروم آهن ۽ ٽينڪر مافيا جي رحم ڪرم تي ڇڏيل آهن. 24 اپريل کان خدا جي بستي کان احتجاج ذريعي تحريڪ جو آغاز ڪيو ويندو. — [1007, 1035, 1142, 1224]
news-item — [865, 1794, 1000, 1936]
news-item — [723, 1737, 858, 1838]
news-body: ڪارروائي بعد لاش وارثن حوالي ڪيو ويو نوجوان جي خودڪشي ڪرڻ جو سبب معلوم ٿي نه سگهيو آهي. نوجوان جي هڪ مهيني بعد شادي ٿيڻي هئي جنهن جون تياريون به هلنديون هيون. — [9, 1522, 143, 1629]
sports-section — [577, 108, 1145, 2389]
news-item — [723, 1265, 858, 1366]
subheadline: هو هميشه ئي ورلڊ ڪلاس هو، ڪيس اهو ئي چوندو هئس ته پنهنجي ڪرڪيٽ کيڏ — [724, 550, 1006, 578]
story-body: ممبئي (ڪلچرل رپورٽ) سينيئر اداڪار ارشد وارثي / صفحو 5 ڪالم 1 — [428, 497, 568, 537]
headline: ماضيءَ ۾ مشهور اداڪاره کي چماٽ هڻڻي هئي: ريما جو اعتراف — [285, 115, 568, 162]
news-item — [581, 1267, 716, 1431]
news-item — [865, 1512, 1000, 1654]
news-item — [865, 1095, 1000, 1223]
dateline-heading: جوهي/ريلي — [926, 1800, 1000, 1820]
news-item — [1007, 1595, 1142, 1751]
news-item — [150, 551, 284, 715]
celebrity-photo — [178, 73, 210, 103]
story-body: لاهور (ڪلچرل رپورٽ) ٽي وي ڊرامن جي اداڪار علي رحمان خان پنهنجي شادي بابت پڇيل سوالن جا جواب ڏنا آهن. علي رحمان خان ڪيترن ئي مشهور ڊرامن ۾ پنهنجي اداڪاري سبب مشهور آهي. هن تازو ئي هڪ / صفحو 5 ڪالم 1 — [5, 191, 285, 245]
news-item — [291, 1087, 425, 1223]
news-body: ڌرڻي ۾ اڳواڻن چيو ته پوليس جوابدارن کي گرفتار ڪرڻ بدران ڌر کي تنگ ڪري رهي آهي. اسڪول جي ٻئين ڪلاس جي شاگردياڻي سان مبينا زيادتي جي ڪوشش جي خلاف ورثا تنڊوالهيار شيخ پريس ڪلب ٻاهران احتجاج ڪيو ۽ پوليس کان انصاف جو مطالبو ڪيو. — [9, 990, 143, 1111]
news-body: مهينن کان اسڪول بند پيل آهي، سوين شاگردن جو مستقبل داءَ تي لڳي ويو آهي. ان حوالي سان ڳوٺاڻن اهڙڪيو ٿهڙي، حبيب الله رمضان، شرڪت علي، علي عباس، عبدالرزاق بهرام ڪمال الدين ۽ ٻين صحافين آڏو احتجاج ڪندي چيو ته 7 مهينا اڳ اسڪول جي مقرر واحد استاد جي بدلي ڪئي وئي آهي. — [1007, 1965, 1142, 2113]
dateline-heading: ڏاھلي/اسڪول بند — [1037, 1965, 1142, 1985]
dateline-heading: خالده چانڊيو ڪيس — [315, 1432, 424, 1452]
news-body: پٽ الهه بخش جويو قتل ٿي ويو. ڳوٺ ڪنڊيارو جي ويجهو رات دير سان ڪتبير برادري جا ماڻهو هٿيارن سان گهرن تي چڙهائي ڪري آيا ۽ فائرنگ ڪري نوجوان کي قتل ڪري ويا. — [431, 949, 565, 1042]
news-body: ستي سيوهڻ جي سڌ تي ڪالهه شهرين درگاهه لعل شهباز قلندر جي مين گيٽ اڳيان قديمي علمدار صحن ۽ درگاهه قلندر جي سجاڊا نشين خلاف مظاهرو ڪيو. — [723, 1980, 858, 2073]
dateline-heading: اڪري جوڙي/بک هڙتال — [730, 671, 858, 691]
dateline-heading: ڪوٽڏيجي/ريليون — [900, 819, 1000, 839]
story-body: ڪراچي (اسپورٽس ڊيسڪ) پشاور زلمي جي اسسٽنٽ ۽ بالنگ ڪوچ اظهر — [868, 610, 1006, 650]
news-body: جي رهواسين مردن ۽ عورتن سڄڻا، عرفانه، رزاق، روزي سولنگي ۽ ٻين احتجاج ڪندي ٻڌايو ته اسان جي ماءُ فوزيا جوهي ٿاڻي تي رپورٽ داخل ڪرائي آهي ته منهنجي ڌيئرن سڄڻا ۽ عرفانه کي اغوا ڪيو ويو آهي. — [581, 1889, 716, 1996]
dateline-heading: ڪوٽڙي/احتجاج — [1053, 671, 1142, 691]
news-body: جوابدارن کي 4 ڏينهن جي جسماني ريمانڊ تي ٽنڊوستي پوليس حوالي ڪري ڇڏيو آهي. خيرپور پوليس ٽنڊوستي واقعي ۾ گرفتار ڪيل جوابدارن وزير ٿيبو چانڊيو ۽ ٻين کي سخت سيڪيورٽي هيٺ عدالت ۾ پيش ڪيو جتي ڄاڻ ڏني وئي ته جاچ مڪمل ناهي. — [290, 1115, 425, 1222]
dateline-heading: ٽنگواڻي/ارڙي — [62, 1642, 143, 1662]
athlete-photo — [651, 41, 691, 101]
dateline-heading: شڪارپور/ڪيس داخل — [302, 896, 425, 916]
dateline-heading: ڪوٽڙي/احتجاج — [1053, 1035, 1142, 1055]
news-body: ڀارڙي اجالا پروين سرانگي جو پتو ناهي پيو. هوڏانهن ايس ايس پي دادو صفدر حسين خصخيلي ميهڙ پهتو، ڀارڙي جي اغوا واري هنڌ ۽ سينٽرل ميهسر ڀاڙي جو معائنو ڪيو. — [149, 1887, 284, 1967]
news-body: ڪارروائي ڪندي چيڪنگ دوران هڪ ڪار تي ڇاپو هڻي هڪ جوابدار معيز آفتاب ميمڻ کي گرفتار ڪري مين پڙي ۾ استعمال ٿيندڙ چوري جا 7 ڪٽا هٿ ڪرڻ جي دعويٰ ڪئي آهي. ڪوٽڙي پوليس موجب گرفتار جوابدار خلاف منشيات ايڪٽ تحت ڪيس داخل ڪيو ويو آهي. — [581, 2045, 716, 2152]
news-body: نوجوان تحريڪ جي اڳواڻن عبدالستار لهر، شهباز ميمڻ، اسد خان ڪوٽڙي پريس ڪلب ٻاهران احتجاج بعد پريس ڪانفرنس ڪندي چيو ته ڪوٽڙي سائيٽ ميونسپل ڪميٽي ٻولهاڙي جا رهواسي گذريل ڪيترن سالن کان زندگي جي بنيادي سهولتن، صاف پاڻي کان محروم آهن ۽ ٽينڪر مافيا جي رحم ڪرم تي ڇڏيل آهن. 24 اپريل کان خدا جي بستي کان احتجاج ذريعي تحريڪ جو آغاز ڪيو ويندو. — [1007, 671, 1142, 860]
news-item — [1007, 665, 1142, 861]
news-item — [723, 794, 858, 895]
news-item — [581, 1557, 716, 1707]
news-item — [1007, 2120, 1142, 2316]
dateline-heading: خالده چانڊيو ڪيس — [315, 754, 424, 774]
dateline-heading: مسعود پزشڪيان — [465, 1742, 565, 1762]
dateline-heading: ڪوٽڙي/نينگرين ٻڏي ويون — [154, 1981, 284, 2014]
dateline-heading: ٺٽو/خودڪشي — [59, 1521, 142, 1541]
news-body: ڪڏهن به وقت ٿيڻ اڳواڻ ٿي سگهي ٿو اسرائيلي وزيراعظم پريس ڪانفرنس ڪندي چيو ته اسرائيل ۽ آمريڪا گڏجي ايران خلاف جنگ وڙهي رهيا آهن هن هڪ ڀيرو ٻيهر اظهار ڪيو ته ايران دنيا ۾ دهشتگردي ڦهلائي رهيو آهي ۽ اسرائيل سميت آمريڪا ۽ مغربي دنيا کي به نقصان پهچائڻ چاهي ٿو نيتن ياهو دعويٰ ڪئي ته ايران هن جنگ ۽ وڏيون ڪاميابيون حاصل ڪيون آهن. — [431, 558, 565, 733]
sports-banner — [580, 34, 1145, 104]
subheadline: پي ايس ايل 11 لاءِ لاهور قلندرز جي داسن شاناڪا اليڪٽ ڪان اوچتو دستبردار ٿي معاهدي جي خلاف ورزي ڪئي هئي — [862, 196, 1145, 227]
headline: گلوڪاره اقبال بانو جي وڇوڙي کي 17 سال گذري ويا — [285, 426, 423, 480]
news-item — [9, 1239, 143, 1340]
dateline-heading: اڪري جوڙي/بک هڙتال — [730, 1143, 858, 1163]
news-item — [865, 1942, 1000, 2070]
news-body: شهر جي سلسلي ۾ ٽي اي او ميل تعلقي جوهي دريا خان ڪوسو جي اڳواڻي ۾ مختلف پرائمري اسڪولن جي استادن ۽ شاگردن جي ريلي ڪڍي وئي، جنهن ۾ نظير احمد سولنگي، رياض حسين ڪوسو، زاهد حسين ميمڻ، محمد امين لغاري سميت ٻين استادن ڀرپور شرڪت ڪئي. — [865, 671, 1000, 806]
news-item — [581, 1883, 716, 1998]
masthead: روزانہ ڪاوش حيدرآباد — [953, 3, 1142, 23]
news-item — [865, 813, 1000, 941]
